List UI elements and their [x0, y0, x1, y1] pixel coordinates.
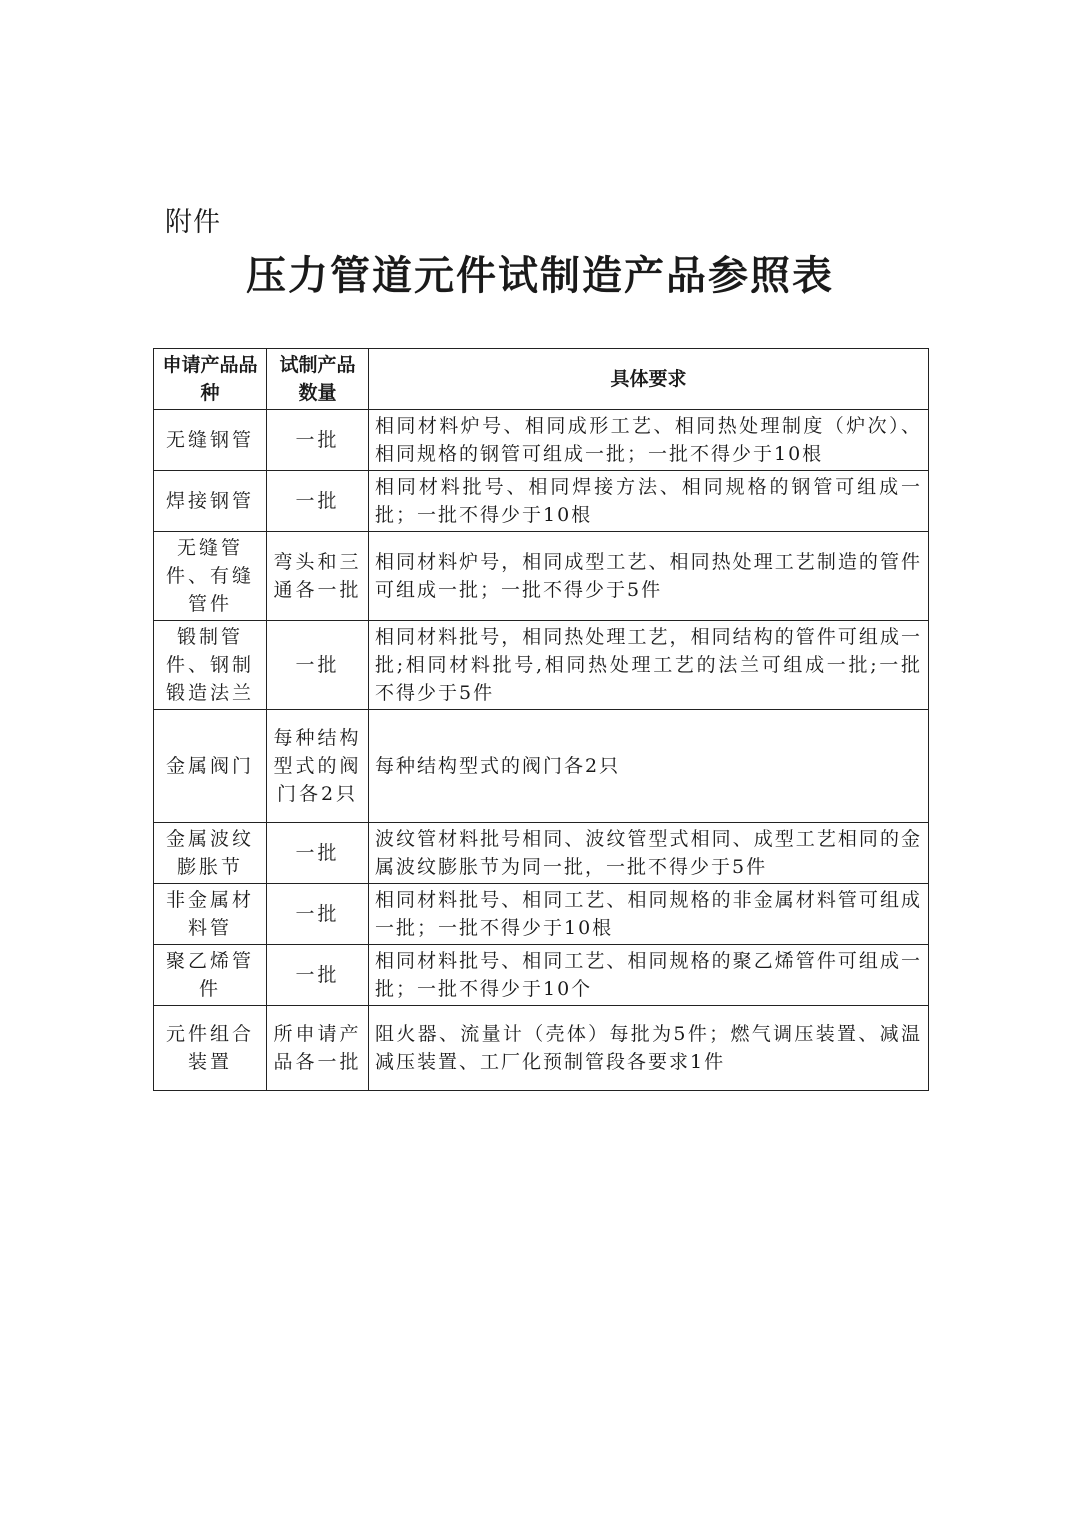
cell-quantity: 一批: [267, 621, 369, 710]
table-row: [154, 471, 929, 532]
cell-quantity: 一批: [267, 884, 369, 945]
cell-requirements: 每种结构型式的阀门各2只: [369, 710, 929, 823]
cell-quantity: 一批: [267, 823, 369, 884]
cell-quantity: 所申请产品各一批: [267, 1006, 369, 1091]
cell-product-type: 无缝钢管: [154, 410, 267, 471]
cell-product-type: 非金属材料管: [154, 884, 267, 945]
header-product-type: 申请产品品种: [154, 349, 267, 410]
cell-requirements: 相同材料炉号，相同成型工艺、相同热处理工艺制造的管件可组成一批；一批不得少于5件: [369, 532, 929, 621]
table-row: [154, 1006, 929, 1091]
cell-product-type: 元件组合装置: [154, 1006, 267, 1091]
table-row: [154, 532, 929, 621]
cell-product-type: 金属波纹膨胀节: [154, 823, 267, 884]
cell-product-type: 金属阀门: [154, 710, 267, 823]
cell-product-type: 锻制管件、钢制锻造法兰: [154, 621, 267, 710]
attachment-label: 附件: [165, 207, 221, 238]
cell-product-type: 无缝管件、有缝管件: [154, 532, 267, 621]
cell-requirements: 波纹管材料批号相同、波纹管型式相同、成型工艺相同的金属波纹膨胀节为同一批，一批不得少于5件: [369, 823, 929, 884]
cell-requirements: 相同材料批号、相同工艺、相同规格的聚乙烯管件可组成一批；一批不得少于10个: [369, 945, 929, 1006]
cell-requirements: 相同材料批号、相同工艺、相同规格的非金属材料管可组成一批；一批不得少于10根: [369, 884, 929, 945]
cell-quantity: 一批: [267, 945, 369, 1006]
table-row: [154, 884, 929, 945]
cell-product-type: 焊接钢管: [154, 471, 267, 532]
table-row: [154, 823, 929, 884]
header-requirements: 具体要求: [369, 349, 929, 410]
table-row: [154, 410, 929, 471]
cell-requirements: 相同材料批号、相同焊接方法、相同规格的钢管可组成一批；一批不得少于10根: [369, 471, 929, 532]
document-title: 压力管道元件试制造产品参照表: [246, 252, 834, 299]
table-header-row: [154, 349, 929, 410]
table-row: [154, 710, 929, 823]
header-quantity: 试制产品数量: [267, 349, 369, 410]
table-row: [154, 945, 929, 1006]
table-row: [154, 621, 929, 710]
cell-quantity: 一批: [267, 410, 369, 471]
cell-product-type: 聚乙烯管件: [154, 945, 267, 1006]
cell-quantity: 每种结构型式的阀门各2只: [267, 710, 369, 823]
cell-requirements: 阻火器、流量计（壳体）每批为5件；燃气调压装置、减温减压装置、工厂化预制管段各要求1件: [369, 1006, 929, 1091]
cell-requirements: 相同材料炉号、相同成形工艺、相同热处理制度（炉次）、相同规格的钢管可组成一批；一批不得少于10根: [369, 410, 929, 471]
cell-quantity: 弯头和三通各一批: [267, 532, 369, 621]
reference-table: [153, 348, 929, 1091]
cell-requirements: 相同材料批号，相同热处理工艺，相同结构的管件可组成一批;相同材料批号,相同热处理工艺的法兰可组成一批;一批不得少于5件: [369, 621, 929, 710]
cell-quantity: 一批: [267, 471, 369, 532]
